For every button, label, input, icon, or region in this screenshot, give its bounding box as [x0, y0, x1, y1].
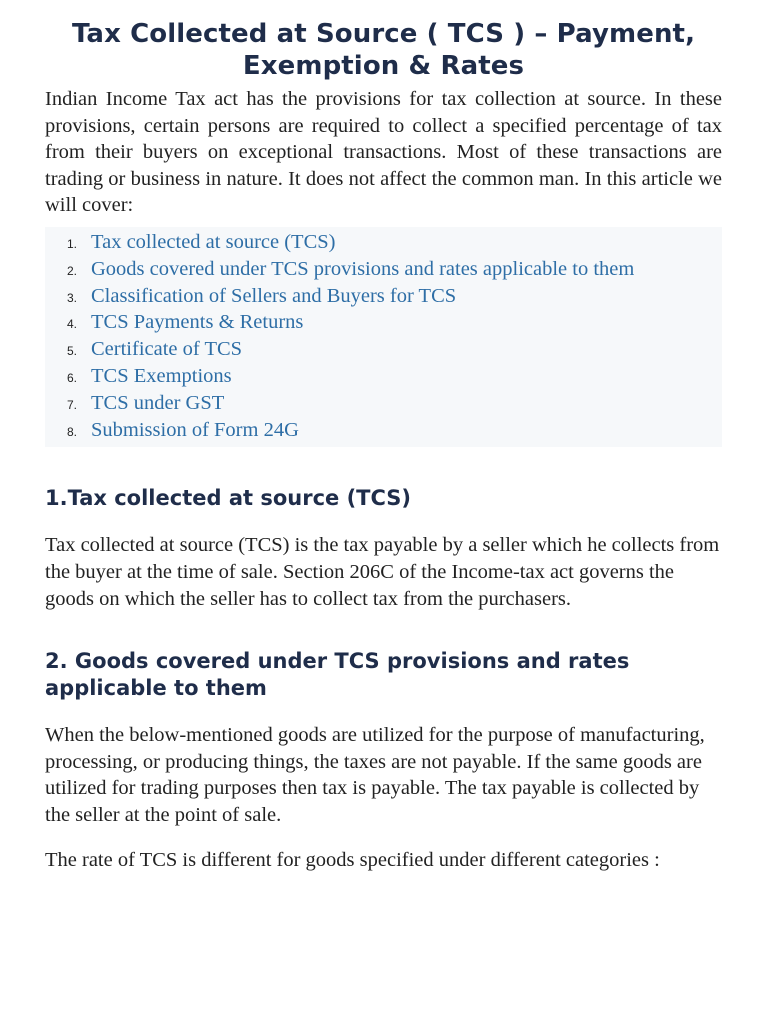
toc-link[interactable]: TCS under GST — [91, 391, 225, 414]
section-heading: 1.Tax collected at source (TCS) — [45, 486, 412, 511]
section-paragraph: Tax collected at source (TCS) is the tax payable by a seller which he collects from the buyer at the time of sale. Section 206C of the Income-tax act governs the goods on which the seller has to collect tax from the purchasers. — [45, 534, 720, 610]
toc-link[interactable]: Goods covered under TCS provisions and rates applicable to them — [91, 257, 635, 280]
toc-link[interactable]: TCS Payments & Returns — [91, 311, 304, 334]
toc-item-number: 5. — [67, 344, 78, 359]
toc-link[interactable]: TCS Exemptions — [91, 364, 232, 387]
toc-item-number: 7. — [67, 397, 78, 412]
section-tcs-definition — [45, 485, 722, 612]
page-title: Tax Collected at Source ( TCS ) – Payment, Exemption & Rates — [71, 19, 696, 81]
toc-item — [45, 417, 722, 444]
toc-item — [45, 229, 722, 256]
toc-item — [45, 283, 722, 310]
toc-item — [45, 390, 722, 417]
toc-item-number: 2. — [67, 263, 78, 278]
toc-item — [45, 309, 722, 336]
toc-item — [45, 336, 722, 363]
toc-item-number: 1. — [67, 236, 78, 251]
toc-link[interactable]: Certificate of TCS — [91, 338, 243, 361]
section-goods-covered — [45, 648, 722, 873]
toc-item-number: 3. — [67, 290, 78, 305]
intro-paragraph: Indian Income Tax act has the provisions for tax collection at source. In these provisions, certain persons are required to collect a specified percentage of tax from their buyers on exceptional transactions. Most of these transactions are trading or business in nature. It does not affect the common man. In this article we will cover: — [45, 88, 722, 217]
table-of-contents — [45, 227, 722, 447]
toc-link[interactable]: Submission of Form 24G — [91, 418, 299, 441]
toc-item-number: 4. — [67, 317, 78, 332]
section-heading: 2. Goods covered under TCS provisions and rates applicable to them — [45, 649, 630, 701]
toc-link[interactable]: Tax collected at source (TCS) — [91, 230, 336, 253]
toc-item — [45, 256, 722, 283]
section-paragraph: When the below-mentioned goods are utilized for the purpose of manufacturing, processing, or producing things, the taxes are not payable. If the same goods are utilized for trading purposes then tax is payable. The tax payable is collected by the seller at the point of sale. — [45, 724, 705, 826]
section-paragraph: The rate of TCS is different for goods specified under different categories : — [45, 848, 660, 871]
toc-item-number: 6. — [67, 370, 78, 385]
toc-link[interactable]: Classification of Sellers and Buyers for TCS — [91, 284, 457, 307]
toc-item-number: 8. — [67, 424, 78, 439]
article — [45, 18, 722, 873]
toc-item — [45, 363, 722, 390]
